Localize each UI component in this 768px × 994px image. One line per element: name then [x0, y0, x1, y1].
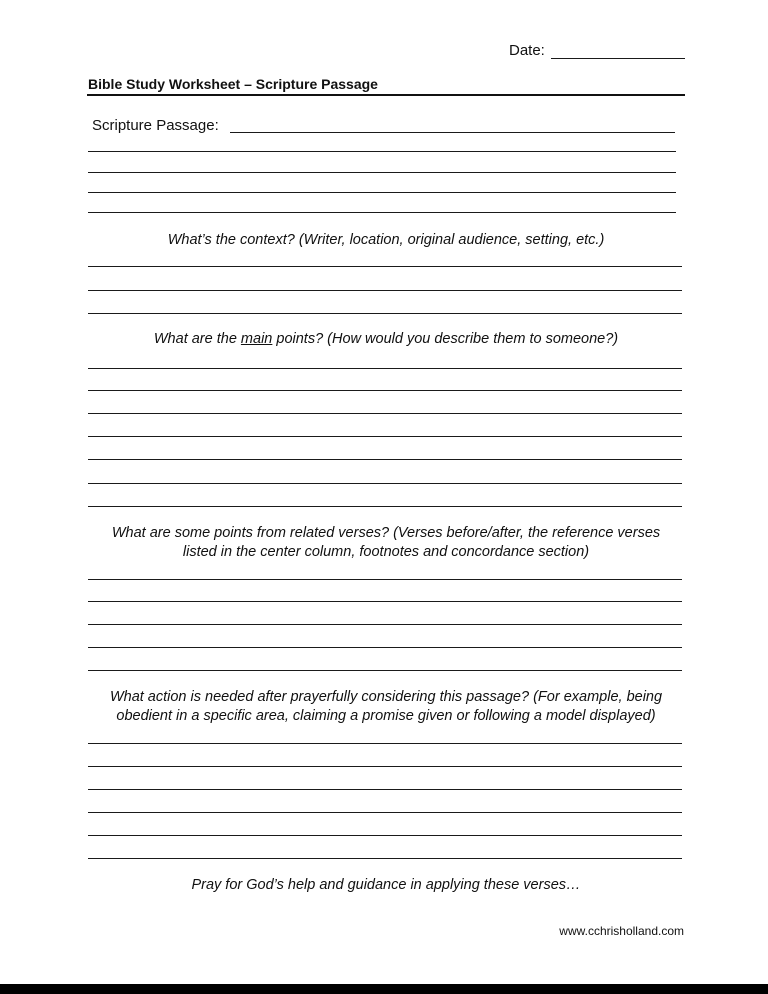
write-line [88, 413, 682, 414]
action-prompt-line-2: obedient in a specific area, claiming a promise given or following a model displayed) [116, 708, 656, 724]
write-line [88, 313, 682, 314]
write-line [88, 858, 682, 859]
title-rule [87, 94, 685, 96]
write-line [88, 766, 682, 767]
write-line [88, 670, 682, 671]
write-line [88, 192, 676, 193]
action-prompt [88, 688, 684, 726]
write-line [88, 789, 682, 790]
related-verses-prompt-line-1: What are some points from related verses? (Verses before/after, the reference verses [111, 525, 661, 541]
action-prompt-line-1: What action is needed after prayerfully considering this passage? (For example, being [109, 689, 663, 705]
write-line [88, 624, 682, 625]
date-blank-line [551, 58, 685, 59]
page-title: Bible Study Worksheet – Scripture Passage [88, 76, 378, 92]
write-line [88, 459, 682, 460]
write-line [88, 266, 682, 267]
write-line [88, 483, 682, 484]
write-line [88, 812, 682, 813]
write-line [88, 743, 682, 744]
write-line [88, 601, 682, 602]
footer-website: www.cchrisholland.com [559, 924, 684, 938]
scripture-passage-label: Scripture Passage: [92, 117, 219, 134]
write-line [88, 368, 682, 369]
related-verses-prompt-line-2: listed in the center column, footnotes and concordance section) [182, 544, 590, 560]
context-prompt: What’s the context? (Writer, location, original audience, setting, etc.) [167, 232, 605, 248]
write-line [88, 647, 682, 648]
write-line [88, 151, 676, 152]
write-line [88, 579, 682, 580]
write-line [230, 132, 675, 133]
write-line [88, 172, 676, 173]
write-line [88, 835, 682, 836]
main-points-prompt [88, 330, 684, 349]
main-points-emphasis: main [240, 331, 273, 347]
date-label: Date: [509, 42, 545, 59]
main-points-prompt-end: points? (How would you describe them to someone?) [272, 331, 619, 347]
write-line [88, 212, 676, 213]
scan-edge-bar [0, 984, 768, 994]
write-line [88, 436, 682, 437]
main-points-prompt-start: What are the [153, 331, 241, 347]
closing-text: Pray for God’s help and guidance in applying these verses… [191, 877, 581, 893]
write-line [88, 290, 682, 291]
related-verses-prompt [88, 524, 684, 562]
write-line [88, 506, 682, 507]
write-line [88, 390, 682, 391]
